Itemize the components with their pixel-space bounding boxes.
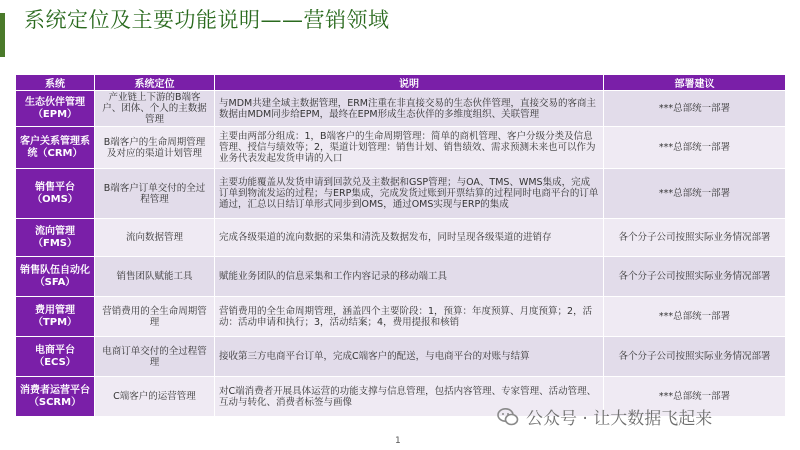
table-row — [16, 257, 786, 297]
system-position: C端客户的运营管理 — [95, 377, 215, 417]
page-number: 1 — [395, 436, 401, 446]
header-position: 系统定位 — [95, 75, 215, 91]
system-name: 客户关系管理系统（CRM） — [16, 127, 95, 169]
title-accent-bar — [0, 13, 5, 57]
table-row — [16, 219, 786, 257]
table-row — [16, 169, 786, 219]
system-description: 与MDM共建全域主数据管理，ERM注重在非直接交易的生态伙伴管理，直接交易的客商主数据由MDM同步给EPM，最终在EPM形成生态伙伴的多维度组织、关联管理 — [215, 91, 604, 127]
system-position: 营销费用的全生命周期管理 — [95, 297, 215, 337]
system-name: 销售队伍自动化（SFA） — [16, 257, 95, 297]
deploy-suggestion: 各个分子公司按照实际业务情况部署 — [604, 337, 786, 377]
system-description: 对C端消费者开展具体运营的功能支撑与信息管理，包括内容管理、专家管理、活动管理、互动与转化、消费者标签与画像 — [215, 377, 604, 417]
system-description: 赋能业务团队的信息采集和工作内容记录的移动端工具 — [215, 257, 604, 297]
table-header-row — [16, 75, 786, 91]
table-row — [16, 91, 786, 127]
system-position: 流向数据管理 — [95, 219, 215, 257]
system-description: 完成各级渠道的流向数据的采集和清洗及数据发布，同时呈现各级渠道的进销存 — [215, 219, 604, 257]
system-name: 销售平台（OMS） — [16, 169, 95, 219]
system-position: B端客户订单交付的全过程管理 — [95, 169, 215, 219]
system-description: 接收第三方电商平台订单，完成C端客户的配送，与电商平台的对账与结算 — [215, 337, 604, 377]
header-description: 说明 — [215, 75, 604, 91]
deploy-suggestion: ***总部统一部署 — [604, 169, 786, 219]
deploy-suggestion: ***总部统一部署 — [604, 297, 786, 337]
system-name: 生态伙伴管理（EPM） — [16, 91, 95, 127]
header-system: 系统 — [16, 75, 95, 91]
system-description: 营销费用的全生命周期管理，涵盖四个主要阶段：1，预算：年度预算、月度预算；2，活动：活动申请和执行；3，活动结案；4，费用提报和核销 — [215, 297, 604, 337]
deploy-suggestion: ***总部统一部署 — [604, 127, 786, 169]
system-name: 费用管理（TPM） — [16, 297, 95, 337]
header-suggestion: 部署建议 — [604, 75, 786, 91]
deploy-suggestion: 各个分子公司按照实际业务情况部署 — [604, 219, 786, 257]
table-row — [16, 337, 786, 377]
system-function-table — [15, 74, 786, 417]
deploy-suggestion: ***总部统一部署 — [604, 91, 786, 127]
watermark — [496, 404, 712, 429]
deploy-suggestion: 各个分子公司按照实际业务情况部署 — [604, 257, 786, 297]
system-position: 产业链上下游的B端客户、团体、个人的主数据管理 — [95, 91, 215, 127]
system-position: 电商订单交付的全过程管理 — [95, 337, 215, 377]
table-row — [16, 297, 786, 337]
system-position: B端客户的生命周期管理及对应的渠道计划管理 — [95, 127, 215, 169]
system-name: 流向管理（FMS） — [16, 219, 95, 257]
system-description: 主要由两部分组成：1，B端客户的生命周期管理：简单的商机管理、客户分级分类及信息管理、授信与绩效等；2，渠道计划管理：销售计划、销售绩效、需求预测未来也可以作为业务代表发起发货申请的入口 — [215, 127, 604, 169]
system-name: 电商平台（ECS） — [16, 337, 95, 377]
wechat-icon — [496, 405, 520, 429]
system-position: 销售团队赋能工具 — [95, 257, 215, 297]
system-name: 消费者运营平台（SCRM） — [16, 377, 95, 417]
watermark-text: 公众号 · 让大数据飞起来 — [526, 409, 713, 429]
deploy-suggestion: ***总部统一部署 — [604, 377, 786, 417]
page-title: 系统定位及主要功能说明——营销领域 — [24, 8, 390, 32]
table-row — [16, 127, 786, 169]
system-description: 主要功能覆盖从发货申请到回款兑及主数据和GSP管理；与OA、TMS、WMS集成，完成订单到物流发运的过程；与ERP集成，完成发货过账到开票结算的过程同时电商平台的订单通过，汇总以日结订单形式同步到OMS，通过OMS实现与ERP的集成 — [215, 169, 604, 219]
